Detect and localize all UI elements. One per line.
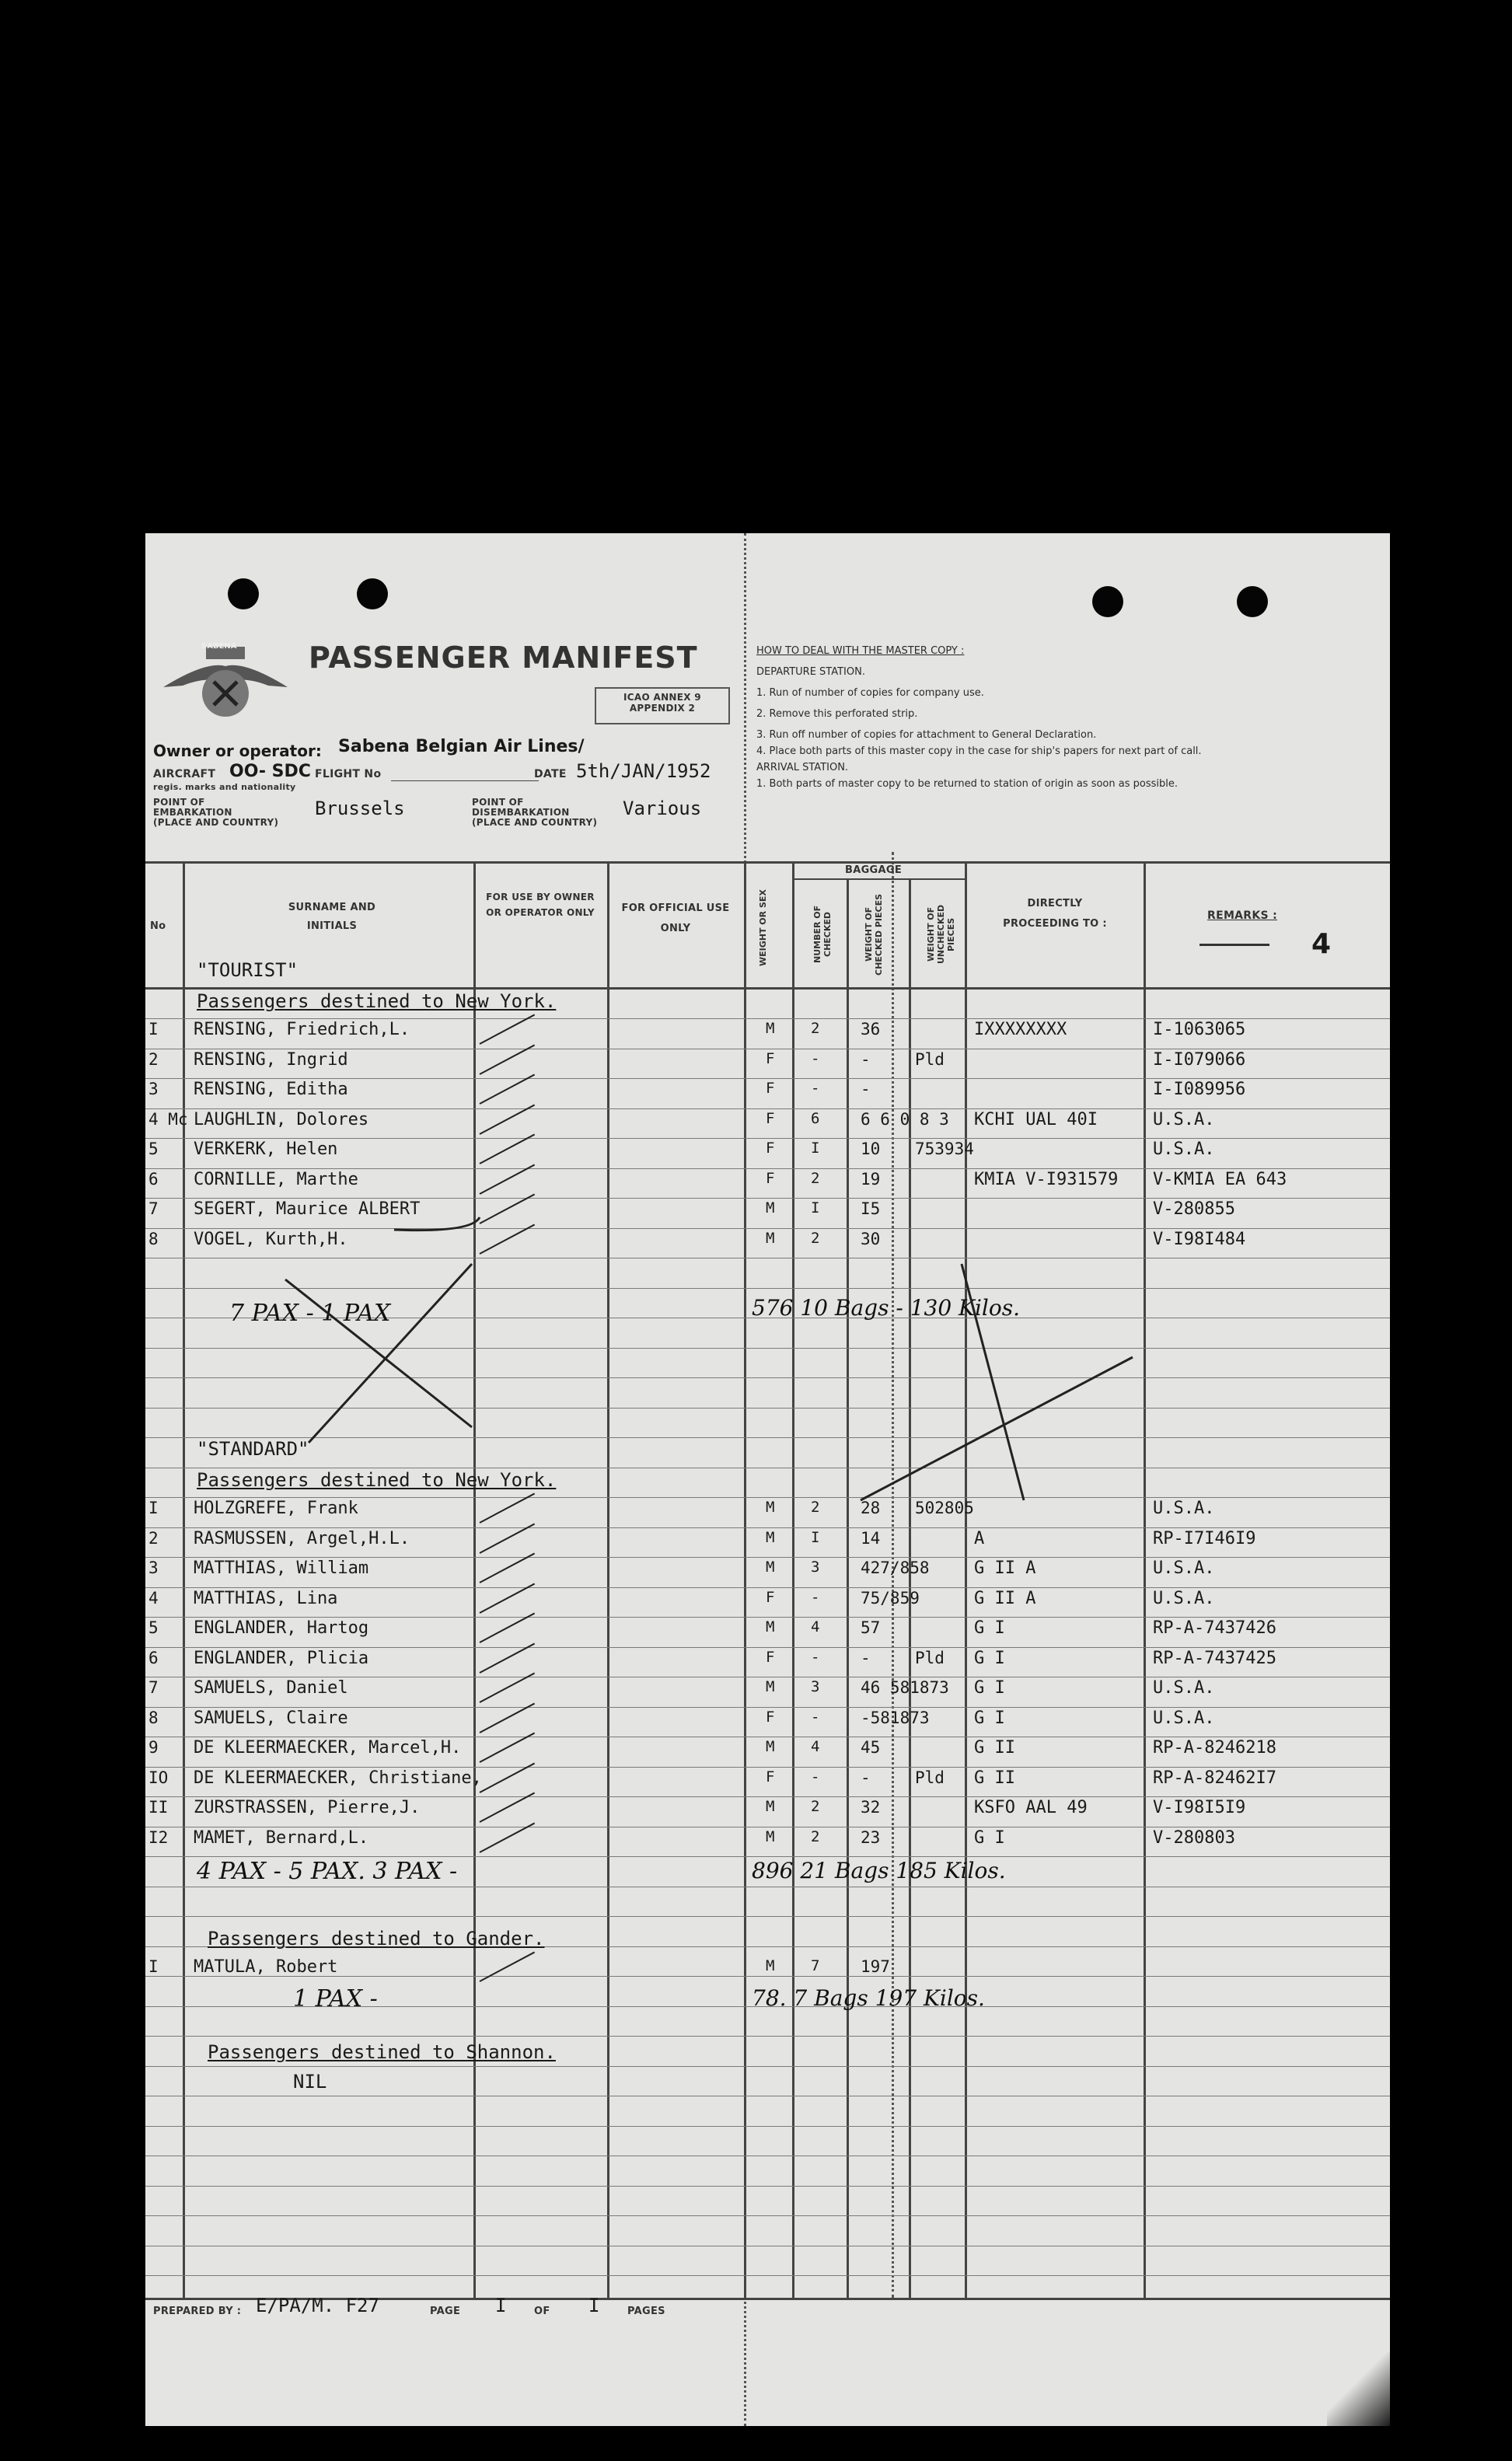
bag-unchecked: 753934 bbox=[915, 1140, 974, 1158]
form-title: PASSENGER MANIFEST bbox=[309, 641, 698, 675]
aircraft-value: OO- SDC bbox=[229, 762, 311, 781]
annex-line2: APPENDIX 2 bbox=[629, 703, 696, 714]
row-number: I bbox=[148, 1499, 159, 1517]
bag-weight: 36 bbox=[861, 1020, 881, 1039]
passenger-name: RENSING, Editha bbox=[194, 1080, 348, 1099]
remarks-value: U.S.A. bbox=[1153, 1678, 1215, 1698]
bag-count: I bbox=[811, 1529, 820, 1546]
passenger-sex: M bbox=[766, 1230, 775, 1247]
disembark-label-line3: (PLACE AND COUNTRY) bbox=[472, 817, 598, 828]
proceeding-to: G II A bbox=[974, 1589, 1036, 1608]
proceeding-to: G I bbox=[974, 1678, 1005, 1698]
bag-count: - bbox=[811, 1080, 820, 1097]
tourist-summary: 7 PAX - 1 PAX bbox=[229, 1300, 391, 1327]
remarks-value: I-1063065 bbox=[1153, 1020, 1246, 1039]
row-number: 4 Mc bbox=[148, 1110, 188, 1129]
passenger-sex: F bbox=[766, 1050, 775, 1067]
bag-weight: 10 bbox=[861, 1140, 881, 1158]
proceeding-to: G I bbox=[974, 1618, 1005, 1638]
passenger-name: HOLZGREFE, Frank bbox=[194, 1499, 358, 1518]
bag-count: 2 bbox=[811, 1170, 820, 1187]
bag-weight: 23 bbox=[861, 1828, 881, 1847]
row-number: 2 bbox=[148, 1529, 159, 1548]
prepared-value: E/PA/M. F27 bbox=[256, 2295, 379, 2316]
bag-count: - bbox=[811, 1709, 820, 1726]
departure-station: DEPARTURE STATION. bbox=[756, 666, 865, 678]
instruction-d3: 3. Run off number of copies for attachment to General Declaration. bbox=[756, 729, 1097, 741]
col-proceeding: DIRECTLY PROCEEDING TO : bbox=[1003, 898, 1107, 930]
col-weight: WEIGHT OR SEX bbox=[758, 889, 768, 967]
remarks-value: V-I98I484 bbox=[1153, 1230, 1246, 1249]
proceeding-to: A bbox=[974, 1529, 985, 1548]
bag-count: 6 bbox=[811, 1110, 820, 1127]
bag-weight: 30 bbox=[861, 1230, 881, 1248]
passenger-sex: M bbox=[766, 1618, 775, 1635]
passenger-name: LAUGHLIN, Dolores bbox=[194, 1110, 369, 1129]
col-surname: SURNAME AND INITIALS bbox=[288, 902, 376, 932]
bag-unchecked: Pld bbox=[915, 1050, 945, 1069]
row-number: I2 bbox=[148, 1828, 169, 1847]
logo-text: SABENA bbox=[201, 642, 237, 651]
row-number: 7 bbox=[148, 1199, 159, 1218]
owner-label: Owner or operator: bbox=[153, 742, 322, 760]
of-value: I bbox=[588, 2295, 600, 2316]
passenger-sex: F bbox=[766, 1140, 775, 1157]
bag-weight: 57 bbox=[861, 1618, 881, 1637]
passenger-sex: F bbox=[766, 1768, 775, 1786]
reg-note: regis. marks and nationality bbox=[153, 782, 296, 792]
bag-weight: - bbox=[861, 1649, 871, 1667]
row-number: 4 bbox=[148, 1589, 159, 1608]
bag-count: I bbox=[811, 1140, 820, 1157]
annex-line1: ICAO ANNEX 9 bbox=[623, 692, 701, 703]
col-baggage: BAGGAGE bbox=[845, 864, 903, 876]
row-number: 5 bbox=[148, 1140, 159, 1158]
passenger-name: VERKERK, Helen bbox=[194, 1140, 338, 1159]
date-value: 5th/JAN/1952 bbox=[576, 760, 711, 782]
remarks-value: V-280803 bbox=[1153, 1828, 1235, 1848]
bag-weight: 46 581873 bbox=[861, 1678, 949, 1697]
gander-totals: 78. 7 Bags 197 Kilos. bbox=[752, 1985, 985, 2011]
bag-weight: I5 bbox=[861, 1199, 881, 1218]
bag-count: 2 bbox=[811, 1020, 820, 1037]
shannon-destination: Passengers destined to Shannon. bbox=[208, 2041, 556, 2063]
passenger-sex: M bbox=[766, 1678, 775, 1695]
remarks-value: RP-A-7437426 bbox=[1153, 1618, 1276, 1638]
gander-destination: Passengers destined to Gander. bbox=[208, 1928, 545, 1950]
passenger-sex: M bbox=[766, 1957, 775, 1974]
passenger-sex: F bbox=[766, 1649, 775, 1666]
standard-totals: 896 21 Bags 185 Kilos. bbox=[752, 1858, 1006, 1883]
bag-weight: - bbox=[861, 1050, 871, 1069]
passenger-name: ENGLANDER, Hartog bbox=[194, 1618, 369, 1638]
passenger-sex: F bbox=[766, 1170, 775, 1187]
remarks-value: RP-A-82462I7 bbox=[1153, 1768, 1276, 1788]
passenger-name: RENSING, Ingrid bbox=[194, 1050, 348, 1070]
gander-summary: 1 PAX - bbox=[293, 1985, 378, 2012]
passenger-name: SAMUELS, Daniel bbox=[194, 1678, 348, 1698]
torn-corner bbox=[1327, 2352, 1390, 2426]
passenger-name: RASMUSSEN, Argel,H.L. bbox=[194, 1529, 410, 1548]
pages-label: PAGES bbox=[627, 2306, 665, 2317]
instruction-a1: 1. Both parts of master copy to be returned to station of origin as soon as possible. bbox=[756, 778, 1178, 790]
bag-weight: 75/859 bbox=[861, 1589, 920, 1608]
prepared-label: PREPARED BY : bbox=[153, 2306, 242, 2317]
bag-count: - bbox=[811, 1768, 820, 1786]
proceeding-to: KMIA V-I931579 bbox=[974, 1170, 1119, 1189]
bag-count: 3 bbox=[811, 1678, 820, 1695]
bag-count: 7 bbox=[811, 1957, 820, 1974]
passenger-sex: M bbox=[766, 1199, 775, 1217]
passenger-sex: M bbox=[766, 1738, 775, 1755]
shannon-nil: NIL bbox=[293, 2071, 327, 2093]
proceeding-to: G I bbox=[974, 1709, 1005, 1728]
passenger-name: ENGLANDER, Plicia bbox=[194, 1649, 369, 1668]
remarks-value: V-I98I5I9 bbox=[1153, 1798, 1246, 1817]
embark-label-line2: EMBARKATION bbox=[153, 807, 232, 818]
bag-weight: 28 bbox=[861, 1499, 881, 1517]
instructions-title: HOW TO DEAL WITH THE MASTER COPY : bbox=[756, 645, 965, 657]
remarks-value: U.S.A. bbox=[1153, 1559, 1215, 1578]
instruction-d1: 1. Run of number of copies for company use. bbox=[756, 687, 984, 699]
bag-weight: 427/858 bbox=[861, 1559, 930, 1577]
disembark-label-line1: POINT OF bbox=[472, 797, 524, 808]
bag-count: 2 bbox=[811, 1230, 820, 1247]
page-value: I bbox=[495, 2295, 507, 2316]
bag-count: 4 bbox=[811, 1618, 820, 1635]
col-owner-use: FOR USE BY OWNER OR OPERATOR ONLY bbox=[486, 892, 595, 918]
instruction-d2: 2. Remove this perforated strip. bbox=[756, 708, 918, 720]
bag-count: 3 bbox=[811, 1559, 820, 1576]
proceeding-to: KSFO AAL 49 bbox=[974, 1798, 1088, 1817]
tourist-totals: 576 10 Bags - 130 Kilos. bbox=[752, 1295, 1020, 1321]
section-tourist: "TOURIST" bbox=[197, 959, 299, 981]
passenger-sex: F bbox=[766, 1709, 775, 1726]
bag-count: - bbox=[811, 1649, 820, 1666]
proceeding-to: KCHI UAL 40I bbox=[974, 1110, 1098, 1129]
passenger-name: CORNILLE, Marthe bbox=[194, 1170, 358, 1189]
row-number: I bbox=[148, 1020, 159, 1039]
row-number: 2 bbox=[148, 1050, 159, 1069]
bag-weight: - bbox=[861, 1768, 871, 1787]
col-official-use: FOR OFFICIAL USE ONLY bbox=[621, 902, 730, 934]
row-number: 6 bbox=[148, 1170, 159, 1189]
bag-weight: 14 bbox=[861, 1529, 881, 1548]
of-label: OF bbox=[534, 2306, 550, 2317]
col-bag-number: NUMBER OF CHECKED bbox=[812, 905, 833, 964]
proceeding-to: G II bbox=[974, 1738, 1015, 1758]
remarks-value: V-KMIA EA 643 bbox=[1153, 1170, 1287, 1189]
embark-label-line3: (PLACE AND COUNTRY) bbox=[153, 817, 279, 828]
row-number: II bbox=[148, 1798, 169, 1817]
col-bag-unchecked: WEIGHT OF UNCHECKED PIECES bbox=[926, 904, 956, 965]
bag-count: - bbox=[811, 1589, 820, 1606]
passenger-name: MATTHIAS, Lina bbox=[194, 1589, 338, 1608]
passenger-name: RENSING, Friedrich,L. bbox=[194, 1020, 410, 1039]
row-number: 8 bbox=[148, 1709, 159, 1727]
row-number: IO bbox=[148, 1768, 169, 1787]
disembark-value: Various bbox=[623, 798, 702, 819]
standard-destination: Passengers destined to New York. bbox=[197, 1469, 557, 1491]
proceeding-to: IXXXXXXXX bbox=[974, 1020, 1067, 1039]
passenger-sex: M bbox=[766, 1559, 775, 1576]
row-number: 5 bbox=[148, 1618, 159, 1637]
embark-label-line1: POINT OF bbox=[153, 797, 205, 808]
col-bag-weight: WEIGHT OF CHECKED PIECES bbox=[864, 893, 884, 976]
bag-weight: 197 bbox=[861, 1957, 890, 1976]
remarks-value: U.S.A. bbox=[1153, 1499, 1215, 1518]
handwritten-strikes bbox=[145, 533, 1390, 2426]
page-label: PAGE bbox=[430, 2306, 461, 2317]
bag-weight: 19 bbox=[861, 1170, 881, 1189]
bag-count: 2 bbox=[811, 1798, 820, 1815]
col-no: No bbox=[150, 920, 166, 932]
bag-weight: - bbox=[861, 1080, 871, 1098]
section-standard: "STANDARD" bbox=[197, 1438, 309, 1460]
disembark-label-line2: DISEMBARKATION bbox=[472, 807, 570, 818]
aircraft-label: AIRCRAFT bbox=[153, 768, 216, 780]
bag-unchecked: Pld bbox=[915, 1768, 945, 1787]
remarks-value: V-280855 bbox=[1153, 1199, 1235, 1219]
row-number: 3 bbox=[148, 1080, 159, 1098]
proceeding-to: G II bbox=[974, 1768, 1015, 1788]
passenger-name: SAMUELS, Claire bbox=[194, 1709, 348, 1728]
remarks-value: RP-A-8246218 bbox=[1153, 1738, 1276, 1758]
remarks-value: U.S.A. bbox=[1153, 1140, 1215, 1159]
passenger-name: MAMET, Bernard,L. bbox=[194, 1828, 369, 1848]
proceeding-to: G I bbox=[974, 1828, 1005, 1848]
remarks-value: I-I079066 bbox=[1153, 1050, 1246, 1070]
passenger-name: ZURSTRASSEN, Pierre,J. bbox=[194, 1798, 421, 1817]
passenger-name: MATULA, Robert bbox=[194, 1957, 338, 1977]
bag-count: I bbox=[811, 1199, 820, 1217]
passenger-sex: M bbox=[766, 1020, 775, 1037]
row-number: 6 bbox=[148, 1649, 159, 1667]
bag-unchecked: 502805 bbox=[915, 1499, 974, 1517]
row-number: 9 bbox=[148, 1738, 159, 1757]
bag-weight: 6 6 0 8 3 bbox=[861, 1110, 949, 1129]
passenger-sex: M bbox=[766, 1828, 775, 1845]
page-sequence-number: 4 bbox=[1311, 928, 1332, 960]
embark-value: Brussels bbox=[315, 798, 405, 819]
bag-weight: -581873 bbox=[861, 1709, 930, 1727]
row-number: I bbox=[148, 1957, 159, 1976]
row-number: 7 bbox=[148, 1678, 159, 1697]
passenger-name: DE KLEERMAECKER, Marcel,H. bbox=[194, 1738, 462, 1758]
passenger-sex: F bbox=[766, 1080, 775, 1097]
tourist-destination: Passengers destined to New York. bbox=[197, 990, 557, 1012]
row-number: 8 bbox=[148, 1230, 159, 1248]
remarks-value: U.S.A. bbox=[1153, 1589, 1215, 1608]
passenger-name: DE KLEERMAECKER, Christiane, bbox=[194, 1768, 482, 1788]
bag-unchecked: Pld bbox=[915, 1649, 945, 1667]
bag-weight: 45 bbox=[861, 1738, 881, 1757]
proceeding-to: G II A bbox=[974, 1559, 1036, 1578]
passenger-sex: F bbox=[766, 1110, 775, 1127]
date-label: DATE bbox=[534, 768, 567, 780]
remarks-value: RP-A-7437425 bbox=[1153, 1649, 1276, 1668]
bag-weight: 32 bbox=[861, 1798, 881, 1817]
passenger-sex: M bbox=[766, 1529, 775, 1546]
passenger-sex: M bbox=[766, 1798, 775, 1815]
remarks-value: I-I089956 bbox=[1153, 1080, 1246, 1099]
arrival-station: ARRIVAL STATION. bbox=[756, 762, 849, 773]
passenger-name: MATTHIAS, William bbox=[194, 1559, 369, 1578]
row-number: 3 bbox=[148, 1559, 159, 1577]
passenger-name: SEGERT, Maurice ALBERT bbox=[194, 1199, 421, 1219]
remarks-value: RP-I7I46I9 bbox=[1153, 1529, 1256, 1548]
flight-label: FLIGHT No bbox=[315, 768, 382, 780]
proceeding-to: G I bbox=[974, 1649, 1005, 1668]
bag-count: - bbox=[811, 1050, 820, 1067]
owner-value: Sabena Belgian Air Lines/ bbox=[338, 737, 585, 756]
bag-count: 4 bbox=[811, 1738, 820, 1755]
standard-summary: 4 PAX - 5 PAX. 3 PAX - bbox=[197, 1858, 458, 1885]
remarks-value: U.S.A. bbox=[1153, 1110, 1215, 1129]
passenger-sex: F bbox=[766, 1589, 775, 1606]
bag-count: 2 bbox=[811, 1499, 820, 1516]
col-remarks: REMARKS : bbox=[1207, 909, 1277, 922]
manifest-sheet bbox=[145, 533, 1390, 2426]
passenger-sex: M bbox=[766, 1499, 775, 1516]
passenger-name: VOGEL, Kurth,H. bbox=[194, 1230, 348, 1249]
bag-count: 2 bbox=[811, 1828, 820, 1845]
instruction-d4: 4. Place both parts of this master copy in the case for ship's papers for next part of call. bbox=[756, 745, 1202, 757]
remarks-value: U.S.A. bbox=[1153, 1709, 1215, 1728]
